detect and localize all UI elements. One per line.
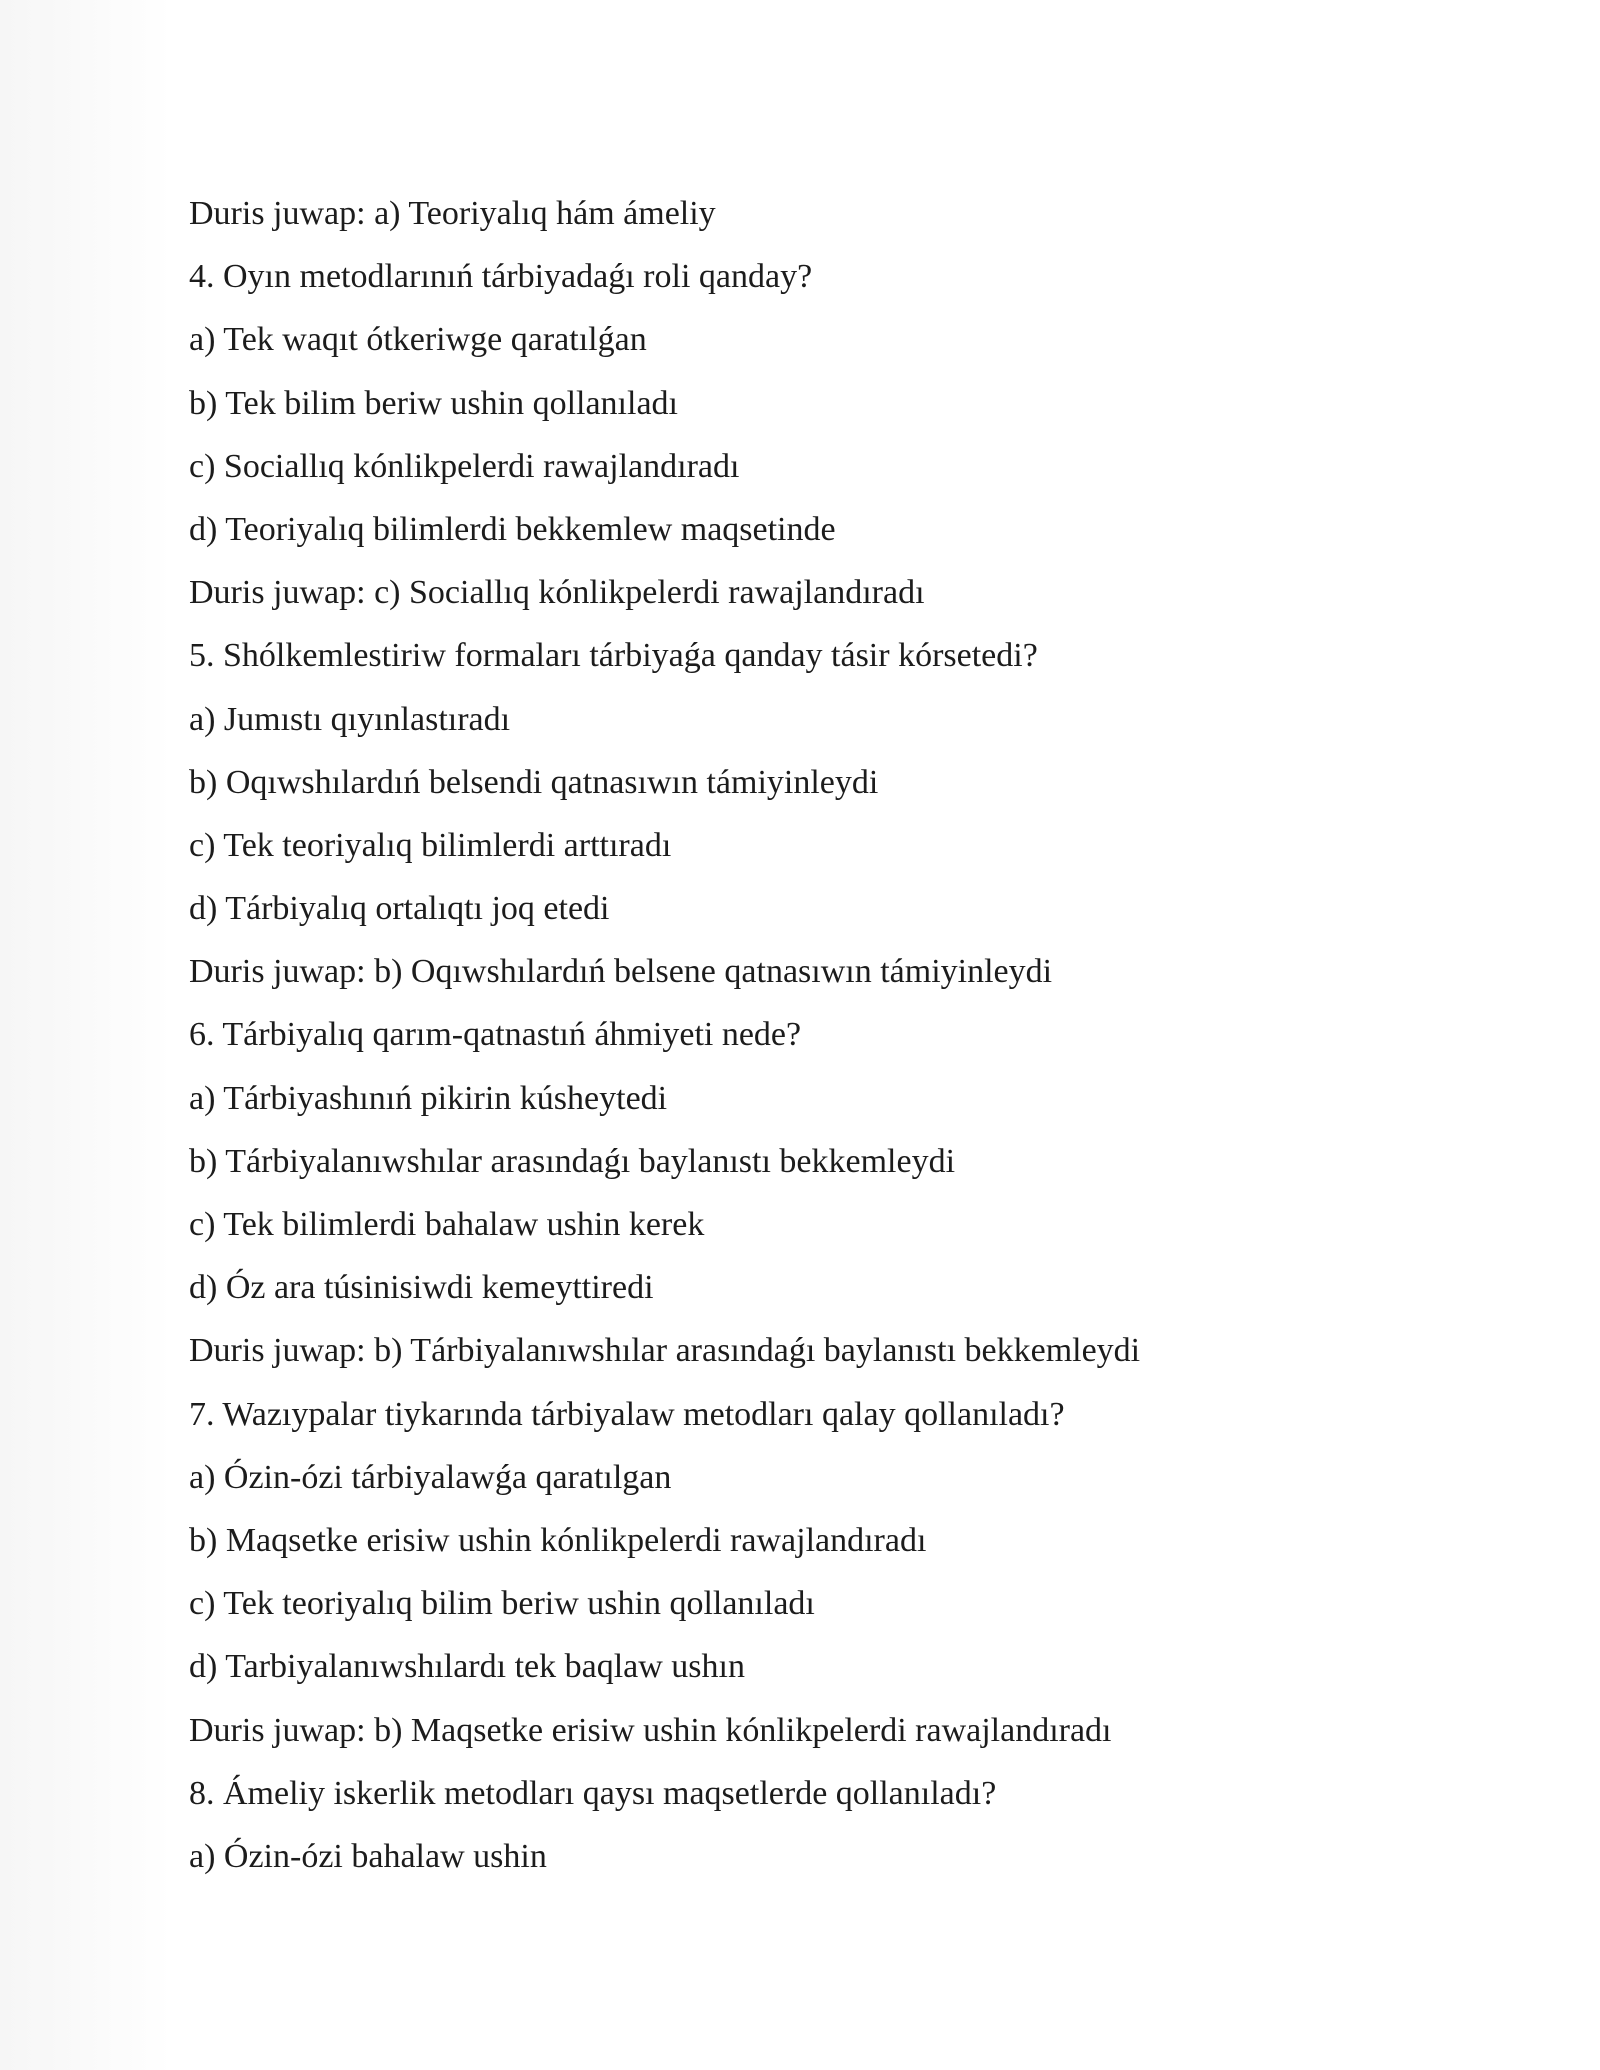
option-5b: b) Oqıwshılardıń belsendi qatnasıwın támiyinleydi	[189, 763, 879, 801]
option-6d: d) Óz ara túsinisiwdi kemeyttiredi	[189, 1269, 654, 1307]
option-4a: a) Tek waqıt ótkeriwge qaratılǵan	[189, 321, 647, 359]
answer-line-q7: Duris juwap: b) Maqsetke erisiw ushin kónlikpelerdi rawajlandıradı	[189, 1711, 1112, 1749]
option-7b: b) Maqsetke erisiw ushin kónlikpelerdi rawajlandıradı	[189, 1521, 927, 1559]
question-4: 4. Oyın metodlarınıń tárbiyadaǵı roli qanday?	[189, 258, 813, 296]
page-edge-shading	[0, 0, 172, 2070]
option-6c: c) Tek bilimlerdi bahalaw ushin kerek	[189, 1206, 705, 1243]
document-body	[189, 182, 1509, 1888]
option-7a: a) Ózin-ózi tárbiyalawǵa qaratılgan	[189, 1458, 672, 1496]
question-5: 5. Shólkemlestiriw formaları tárbiyaǵa qanday tásir kórsetedi?	[189, 637, 1038, 675]
question-8: 8. Ámeliy iskerlik metodları qaysı maqsetlerde qollanıladı?	[189, 1774, 997, 1812]
option-6a: a) Tárbiyashınıń pikirin kúsheytedi	[189, 1079, 668, 1117]
question-6: 6. Tárbiyalıq qarım-qatnastıń áhmiyeti nede?	[189, 1016, 802, 1054]
answer-line-q6: Duris juwap: b) Tárbiyalanıwshılar arasındaǵı baylanıstı bekkemleydi	[189, 1332, 1141, 1370]
answer-line-q4: Duris juwap: c) Sociallıq kónlikpelerdi rawajlandıradı	[189, 574, 925, 612]
option-8a: a) Ózin-ózi bahalaw ushin	[189, 1837, 547, 1875]
question-7: 7. Wazıypalar tiykarında tárbiyalaw metodları qalay qollanıladı?	[189, 1395, 1065, 1433]
option-5d: d) Tárbiyalıq ortalıqtı joq etedi	[189, 890, 610, 928]
option-4c: c) Sociallıq kónlikpelerdi rawajlandıradı	[189, 447, 740, 485]
answer-line-q5: Duris juwap: b) Oqıwshılardıń belsene qatnasıwın támiyinleydi	[189, 953, 1053, 991]
option-4b: b) Tek bilim beriw ushin qollanıladı	[189, 384, 678, 422]
option-4d: d) Teoriyalıq bilimlerdi bekkemlew maqsetinde	[189, 510, 836, 548]
option-7c: c) Tek teoriyalıq bilim beriw ushin qollanıladı	[189, 1585, 815, 1623]
option-5a: a) Jumıstı qıyınlastıradı	[189, 700, 511, 738]
option-5c: c) Tek teoriyalıq bilimlerdi arttıradı	[189, 826, 672, 864]
answer-line-q3: Duris juwap: a) Teoriyalıq hám ámeliy	[189, 195, 716, 232]
option-6b: b) Tárbiyalanıwshılar arasındaǵı baylanıstı bekkemleydi	[189, 1142, 956, 1180]
option-7d: d) Tarbiyalanıwshılardı tek baqlaw ushın	[189, 1648, 745, 1686]
